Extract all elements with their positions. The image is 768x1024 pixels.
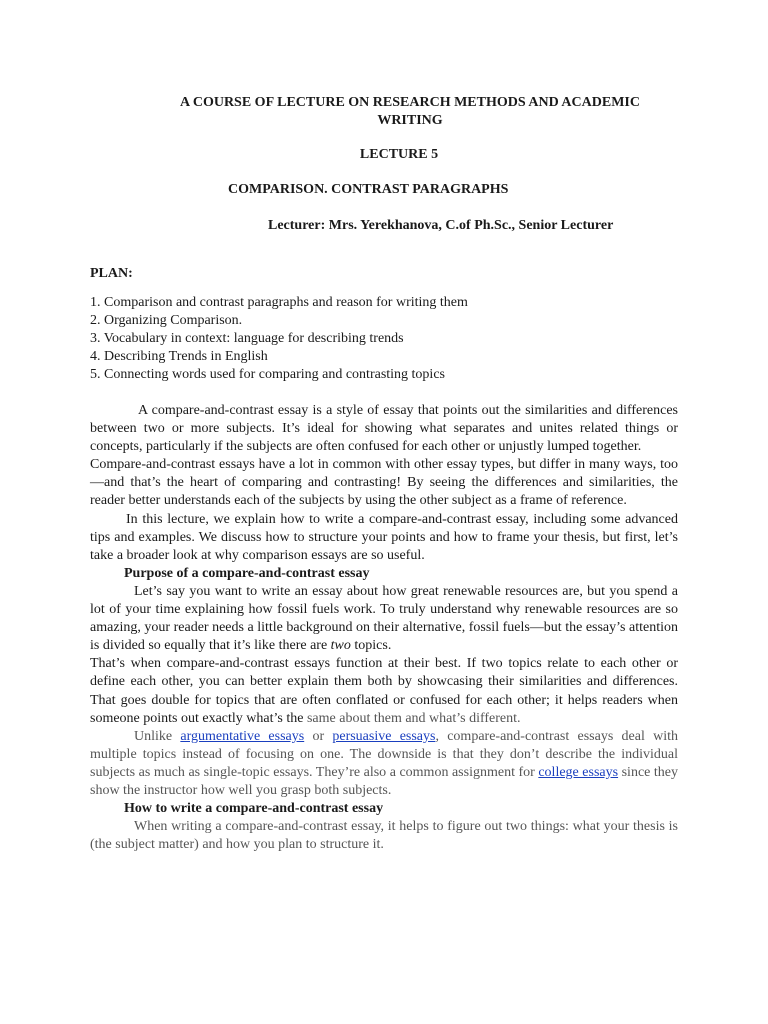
paragraph-renewable-example xyxy=(90,583,678,655)
paragraph-text: That’s when compare-and-contrast essays function at their best. If two topics relate to each other or define each other, you can better explain them both by showcasing their similarities and differences. That goes double for topics that are often conflated or confused for each other; it helps readers when someone points out exactly what’s the xyxy=(90,656,678,726)
link-college-essays[interactable]: college essays xyxy=(538,764,619,780)
paragraph-text: , compare-and-contrast essays deal with multiple topics instead of focusing on one. The downside is that they don’t describe the individual subjects as much as single-topic essays. They’re also a common assignment for xyxy=(90,728,678,780)
body-text xyxy=(90,402,678,854)
link-persuasive-essays[interactable]: persuasive essays xyxy=(332,728,436,744)
lecture-number: LECTURE 5 xyxy=(359,147,439,162)
plan-item: 1. Comparison and contrast paragraphs and reason for writing them xyxy=(90,295,468,310)
plan-list xyxy=(90,294,468,384)
plan-item: 2. Organizing Comparison. xyxy=(90,313,243,328)
paragraph-how-to: When writing a compare-and-contrast essay, it helps to figure out two things: what your thesis is (the subject matter) and how you plan to structure it. xyxy=(90,819,678,853)
paragraph-text: since they show the instructor how well you grasp both subjects. xyxy=(90,764,678,798)
course-title: A COURSE OF LECTURE ON RESEARCH METHODS AND ACADEMIC WRITING xyxy=(180,95,640,128)
paragraph-unlike xyxy=(90,728,678,800)
plan-item: 3. Vocabulary in context: language for describing trends xyxy=(90,331,404,346)
paragraph-text: Let’s say you want to write an essay about how great renewable resources are, but you spend a lot of your time explaining how fossil fuels work. To truly understand why renewable resources are so amazing, your reader needs a little background on their alternative, fossil fuels—but the essay’s attention is divided so equally that it’s like there are xyxy=(90,583,678,654)
paragraph-text-gray: same about them and what’s different. xyxy=(306,710,521,726)
subheading-purpose: Purpose of a compare-and-contrast essay xyxy=(124,565,370,581)
link-argumentative-essays[interactable]: argumentative essays xyxy=(180,728,305,744)
paragraph-text: topics. xyxy=(350,638,392,654)
emphasis-two: two xyxy=(330,638,351,654)
plan-heading: PLAN: xyxy=(90,266,133,281)
paragraph-text: Unlike xyxy=(134,728,181,744)
lecture-topic: COMPARISON. CONTRAST PARAGRAPHS xyxy=(228,182,509,197)
paragraph-common: Compare-and-contrast essays have a lot in common with other essay types, but differ in many ways, too—and that’s the heart of comparing and contrasting! By seeing the differences and similarities, the reader better understands each of the subjects by using the other subject as a frame of reference. xyxy=(90,457,678,509)
paragraph-function xyxy=(90,655,678,727)
subheading-how-to-write: How to write a compare-and-contrast essay xyxy=(124,801,384,817)
plan-item: 5. Connecting words used for comparing and contrasting topics xyxy=(90,367,445,382)
paragraph-intro: A compare-and-contrast essay is a style of essay that points out the similarities and differences between two or more subjects. It’s ideal for showing what separates and unites related things or concepts, particularly if the subjects are often confused for each other or unjustly lumped together. xyxy=(90,403,678,455)
paragraph-text: or xyxy=(304,728,333,744)
plan-item: 4. Describing Trends in English xyxy=(90,349,268,364)
paragraph-lecture-overview: In this lecture, we explain how to write a compare-and-contrast essay, including some advanced tips and examples. We discuss how to structure your points and how to frame your thesis, but first, let’s take a broader look at why comparison essays are so useful. xyxy=(90,511,678,563)
lecturer-line: Lecturer: Mrs. Yerekhanova, C.of Ph.Sc., Senior Lecturer xyxy=(268,218,614,233)
